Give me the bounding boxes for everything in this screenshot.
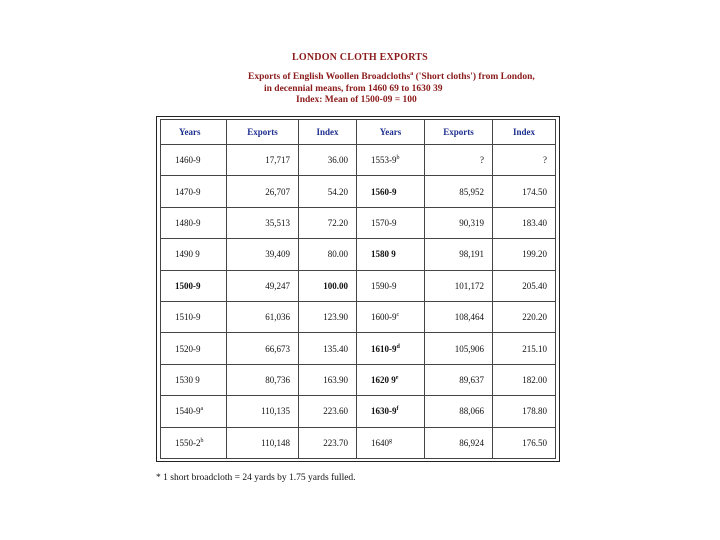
exports-cell-text: 39,409: [265, 249, 290, 260]
exports-cell-text: 90,319: [459, 217, 484, 228]
exports-cell-text: 98,191: [459, 249, 484, 260]
index-cell: [492, 144, 556, 175]
exports-cell: [424, 144, 492, 175]
index-cell: [492, 175, 556, 206]
subtitle-line-1-tail: ('Short cloths') from London,: [413, 72, 535, 82]
footnote-mark: f: [396, 406, 399, 413]
footnote-mark: b: [396, 155, 400, 162]
index-cell: [298, 207, 356, 238]
header-exports-1: Exports: [226, 119, 298, 144]
subtitle-footnote-mark: a: [410, 70, 414, 77]
years-cell: [160, 332, 226, 363]
years-cell-text: 1610-9: [371, 343, 397, 354]
years-cell: [160, 395, 226, 426]
index-cell: [298, 332, 356, 363]
index-cell: [492, 364, 556, 395]
exports-table: [160, 119, 556, 459]
exports-cell-text: 110,135: [261, 406, 290, 417]
table-header-row: [160, 119, 556, 144]
exports-cell: [424, 332, 492, 363]
years-cell: [160, 175, 226, 206]
years-cell: [356, 395, 424, 426]
table-row: [160, 301, 556, 332]
table-body: [160, 144, 556, 459]
index-cell: [298, 364, 356, 395]
exports-cell-text: 26,707: [265, 186, 290, 197]
table-row: [160, 207, 556, 238]
years-cell: [356, 270, 424, 301]
table-row: [160, 332, 556, 363]
exports-cell: [226, 301, 298, 332]
index-cell-text: 223.70: [323, 437, 348, 448]
years-cell-text: 1590-9: [371, 280, 397, 291]
exports-cell: [424, 427, 492, 459]
years-cell: [356, 144, 424, 175]
index-cell-text: 174.50: [522, 186, 547, 197]
table-row: [160, 175, 556, 206]
years-cell: [356, 175, 424, 206]
years-cell-text: 1580 9: [371, 249, 396, 260]
years-cell-text: 1460-9: [175, 155, 201, 166]
exports-cell: [226, 270, 298, 301]
exports-cell-text: 85,952: [459, 186, 484, 197]
footnote: * 1 short broadcloth = 24 yards by 1.75 yards fulled.: [156, 473, 356, 483]
index-cell: [492, 427, 556, 459]
footnote-mark: e: [395, 374, 399, 381]
header-index-2: Index: [492, 119, 556, 144]
years-cell: [160, 144, 226, 175]
index-cell: [298, 395, 356, 426]
years-cell: [160, 270, 226, 301]
years-cell-text: 1520-9: [175, 343, 201, 354]
exports-cell: [226, 332, 298, 363]
index-cell-text: 220.20: [522, 312, 547, 323]
years-cell-text: 1560-9: [371, 186, 397, 197]
index-cell-text: 123.90: [323, 312, 348, 323]
exports-cell: [424, 207, 492, 238]
exports-cell-text: 86,924: [459, 437, 484, 448]
index-cell: [298, 144, 356, 175]
exports-cell: [226, 427, 298, 459]
table-row: [160, 270, 556, 301]
exports-cell-text: 110,148: [261, 437, 290, 448]
index-cell-text: 223.60: [323, 406, 348, 417]
table-row: [160, 238, 556, 269]
exports-cell-text: 17,717: [265, 155, 290, 166]
years-cell-text: 1530 9: [175, 374, 200, 385]
table-row: [160, 395, 556, 426]
years-cell-text: 1500-9: [175, 280, 201, 291]
index-cell-text: 205.40: [522, 280, 547, 291]
subtitle-line-3: Index: Mean of 1500-09 = 100: [296, 95, 417, 105]
exports-cell: [226, 238, 298, 269]
index-cell: [492, 238, 556, 269]
years-cell-text: 1640: [371, 437, 389, 448]
exports-cell: [226, 207, 298, 238]
exports-cell-text: ?: [480, 155, 484, 166]
exports-cell: [424, 301, 492, 332]
years-cell-text: 1510-9: [175, 312, 201, 323]
years-cell: [356, 332, 424, 363]
subtitle-line-1: [248, 72, 535, 82]
exports-cell: [424, 238, 492, 269]
years-cell: [160, 238, 226, 269]
table-row: [160, 364, 556, 395]
years-cell: [160, 427, 226, 459]
subtitle-line-1-text: Exports of English Woollen Broadcloths: [248, 72, 411, 82]
index-cell: [298, 175, 356, 206]
years-cell: [356, 207, 424, 238]
years-cell: [160, 364, 226, 395]
years-cell-text: 1630-9: [371, 406, 397, 417]
index-cell-text: 178.80: [522, 406, 547, 417]
exports-cell-text: 89,637: [459, 374, 484, 385]
index-cell-text: 80.00: [327, 249, 348, 260]
years-cell-text: 1570-9: [371, 217, 397, 228]
footnote-mark: g: [389, 437, 392, 444]
footnote-mark: c: [396, 312, 400, 319]
exports-cell-text: 80,736: [265, 374, 290, 385]
exports-cell-text: 66,673: [265, 343, 290, 354]
exports-cell: [424, 395, 492, 426]
exports-cell: [424, 270, 492, 301]
years-cell: [356, 364, 424, 395]
page-title: LONDON CLOTH EXPORTS: [292, 52, 428, 63]
years-cell: [356, 427, 424, 459]
index-cell-text: 72.20: [327, 217, 348, 228]
years-cell: [160, 207, 226, 238]
exports-cell: [226, 364, 298, 395]
exports-cell-text: 49,247: [265, 280, 290, 291]
years-cell-text: 1470-9: [175, 186, 201, 197]
years-cell-text: 1540-9: [175, 406, 201, 417]
footnote-mark: a: [200, 406, 204, 413]
index-cell-text: 176.50: [522, 437, 547, 448]
header-years-2: Years: [356, 119, 424, 144]
exports-cell-text: 101,172: [454, 280, 484, 291]
years-cell-text: 1553-9: [371, 155, 397, 166]
index-cell-text: 36.00: [327, 155, 348, 166]
table-row: [160, 144, 556, 175]
index-cell: [492, 395, 556, 426]
exports-cell-text: 88,066: [459, 406, 484, 417]
exports-cell: [226, 144, 298, 175]
exports-cell-text: 35,513: [265, 217, 290, 228]
index-cell-text: 199.20: [522, 249, 547, 260]
index-cell-text: 163.90: [323, 374, 348, 385]
index-cell-text: 215.10: [522, 343, 547, 354]
header-exports-2: Exports: [424, 119, 492, 144]
index-cell-text: 182.00: [522, 374, 547, 385]
index-cell: [298, 238, 356, 269]
table-row: [160, 427, 556, 459]
subtitle-line-2: in decennial means, from 1460 69 to 1630 39: [264, 84, 443, 94]
years-cell-text: 1490 9: [175, 249, 200, 260]
years-cell-text: 1550-2: [175, 437, 201, 448]
years-cell: [160, 301, 226, 332]
exports-cell-text: 108,464: [454, 312, 484, 323]
header-index-1: Index: [298, 119, 356, 144]
index-cell: [298, 427, 356, 459]
exports-cell: [424, 364, 492, 395]
exports-cell: [226, 395, 298, 426]
index-cell: [492, 270, 556, 301]
index-cell: [492, 207, 556, 238]
years-cell: [356, 301, 424, 332]
index-cell-text: ?: [543, 155, 547, 166]
years-cell-text: 1480-9: [175, 217, 201, 228]
exports-cell: [226, 175, 298, 206]
index-cell: [298, 301, 356, 332]
index-cell-text: 100.00: [323, 280, 348, 291]
index-cell-text: 135.40: [323, 343, 348, 354]
exports-cell-text: 61,036: [265, 312, 290, 323]
header-years-1: Years: [160, 119, 226, 144]
exports-cell: [424, 175, 492, 206]
years-cell: [356, 238, 424, 269]
years-cell-text: 1600-9: [371, 312, 397, 323]
index-cell: [492, 332, 556, 363]
footnote-mark: d: [396, 343, 400, 350]
exports-cell-text: 105,906: [454, 343, 484, 354]
index-cell-text: 54.20: [327, 186, 348, 197]
years-cell-text: 1620 9: [371, 374, 396, 385]
footnote-mark: b: [200, 437, 204, 444]
index-cell: [492, 301, 556, 332]
index-cell-text: 183.40: [522, 217, 547, 228]
index-cell: [298, 270, 356, 301]
